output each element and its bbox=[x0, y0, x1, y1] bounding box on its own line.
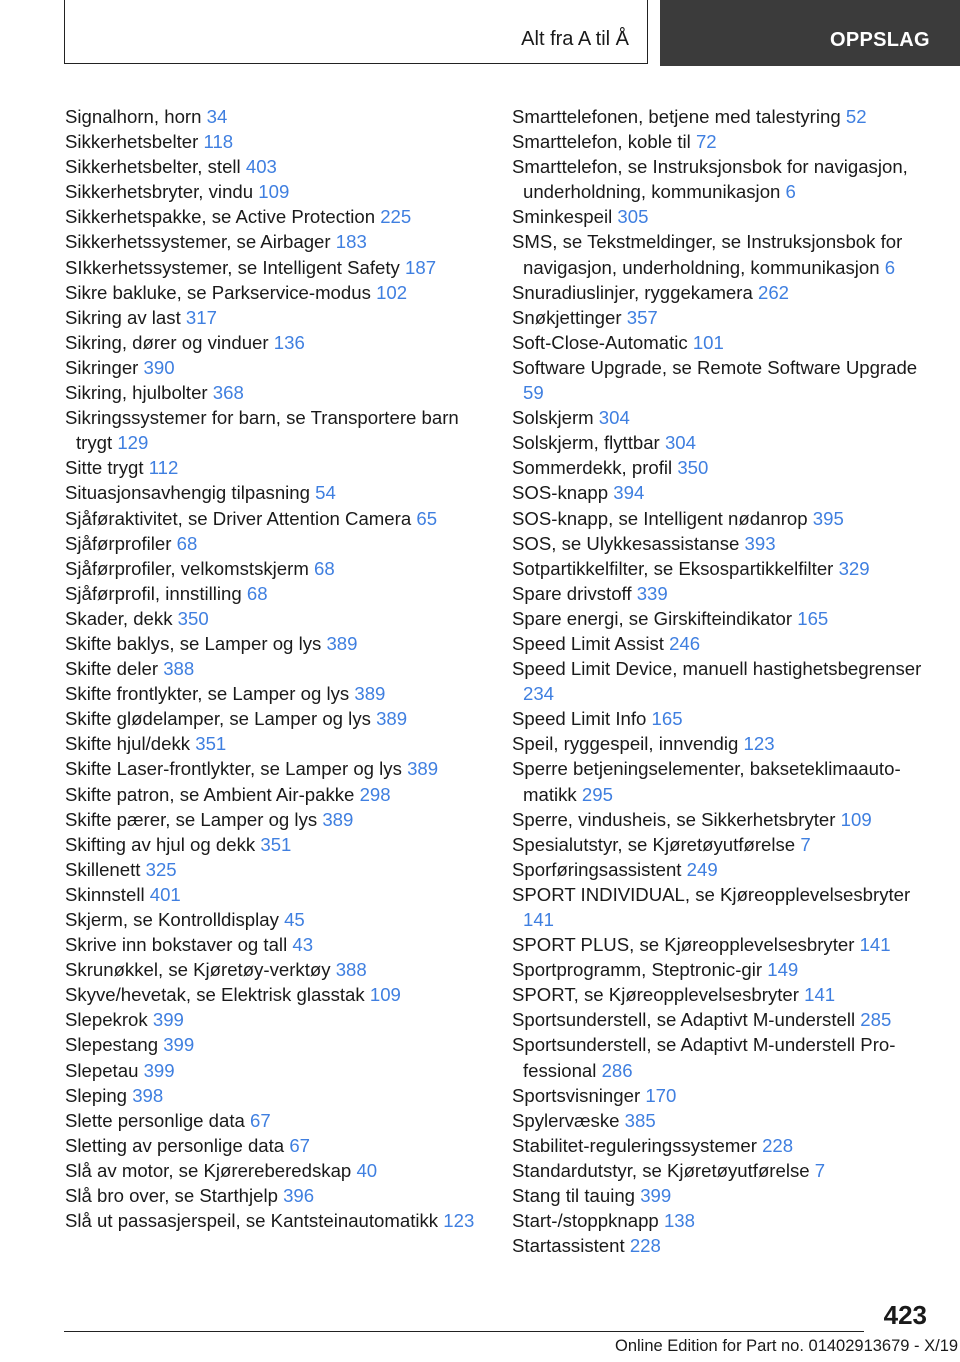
index-entry bbox=[512, 807, 932, 832]
page-link[interactable]: 399 bbox=[143, 1059, 175, 1081]
index-entry bbox=[65, 782, 485, 807]
page-link[interactable]: 249 bbox=[686, 858, 718, 880]
index-term: Solskjerm, flyttbar bbox=[512, 432, 660, 454]
index-term: Sikring av last bbox=[65, 306, 181, 328]
page-link[interactable]: 6 bbox=[884, 256, 896, 278]
index-term: Slepestang bbox=[65, 1034, 159, 1056]
index-entry bbox=[512, 631, 932, 656]
index-entry bbox=[65, 606, 485, 631]
index-term: Snuradiuslinjer, ryggekamera bbox=[512, 281, 753, 303]
page-link[interactable]: 109 bbox=[840, 808, 872, 830]
page-link[interactable]: 329 bbox=[838, 557, 870, 579]
page-link[interactable]: 6 bbox=[785, 181, 796, 203]
index-entry bbox=[512, 405, 932, 430]
index-entry bbox=[65, 455, 485, 480]
page-link[interactable]: 285 bbox=[860, 1009, 892, 1031]
index-term: Sportsunderstell, se Adaptivt M-understell Professional bbox=[512, 1034, 896, 1081]
index-term: Sikringer bbox=[65, 356, 139, 378]
index-term: Sikkerhetsbelter bbox=[65, 131, 199, 153]
index-entry bbox=[512, 430, 932, 455]
index-term: SPORT INDIVIDUAL, se Kjøreopplevelsesbryter bbox=[512, 883, 911, 905]
page-link[interactable]: 395 bbox=[812, 507, 844, 529]
index-entry bbox=[512, 455, 932, 480]
index-entry bbox=[65, 255, 485, 280]
index-entry bbox=[512, 1183, 932, 1208]
index-term: Sikre bakluke, se Parkservice-modus bbox=[65, 281, 371, 303]
index-term: Skifte patron, se Ambient Air-pakke bbox=[65, 783, 355, 805]
chapter-tab[interactable]: OPPSLAG bbox=[660, 0, 960, 66]
index-entry bbox=[65, 179, 485, 204]
index-entry bbox=[65, 1083, 485, 1108]
index-entry bbox=[65, 280, 485, 305]
page-link[interactable]: 141 bbox=[804, 984, 836, 1006]
index-entry bbox=[65, 932, 485, 957]
page-link[interactable]: 286 bbox=[601, 1059, 633, 1081]
index-term: Skifte baklys, se Lamper og lys bbox=[65, 632, 322, 654]
index-term: Skyve/hevetak, se Elektrisk glasstak bbox=[65, 984, 365, 1006]
index-term: Sjåføraktivitet, se Driver Attention Camera bbox=[65, 507, 412, 529]
index-term: SIkkerhetssystemer, se Intelligent Safety bbox=[65, 256, 400, 278]
page-link[interactable]: 123 bbox=[743, 733, 775, 755]
page-link[interactable]: 350 bbox=[677, 457, 709, 479]
page-link[interactable]: 398 bbox=[132, 1084, 164, 1106]
index-entry bbox=[512, 280, 932, 305]
page-link[interactable]: 109 bbox=[258, 181, 290, 203]
index-entry bbox=[65, 380, 485, 405]
index-term: Sletting av personlige data bbox=[65, 1134, 285, 1156]
index-entry bbox=[65, 832, 485, 857]
index-term: Stabilitet-reguleringssystemer bbox=[512, 1134, 757, 1156]
index-term: Sportsunderstell, se Adaptivt M-understell bbox=[512, 1009, 856, 1031]
index-term: Skifte pærer, se Lamper og lys bbox=[65, 808, 318, 830]
edition-footer: Online Edition for Part no. 01402913679 - X/19 bbox=[615, 1337, 959, 1355]
page-link[interactable]: 351 bbox=[195, 733, 227, 755]
page-link[interactable]: 112 bbox=[148, 457, 179, 479]
footer-divider bbox=[64, 1331, 864, 1332]
index-term: Start-/stoppknapp bbox=[512, 1210, 659, 1232]
page-link[interactable]: 305 bbox=[617, 206, 649, 228]
index-entry bbox=[65, 405, 485, 455]
index-entry bbox=[512, 706, 932, 731]
index-entry bbox=[512, 355, 932, 405]
index-term: SMS, se Tekstmeldinger, se Instruksjonsbok for navigasjon, underholdning, kommunikasjon bbox=[512, 231, 903, 278]
index-term: SPORT, se Kjøreopplevelsesbryter bbox=[512, 984, 799, 1006]
index-entry bbox=[65, 104, 485, 129]
index-term: Sitte trygt bbox=[65, 457, 144, 479]
index-entry bbox=[65, 154, 485, 179]
index-term: SOS-knapp bbox=[512, 482, 609, 504]
index-term: Solskjerm bbox=[512, 407, 594, 429]
index-term: Sjåførprofil, innstilling bbox=[65, 582, 242, 604]
index-entry bbox=[512, 982, 932, 1007]
index-entry bbox=[65, 756, 485, 781]
index-term: Smarttelefonen, betjene med talestyring bbox=[512, 106, 841, 127]
index-entry bbox=[65, 681, 485, 706]
page-link[interactable]: 389 bbox=[322, 808, 354, 830]
index-term: SPORT PLUS, se Kjøreopplevelsesbryter bbox=[512, 934, 855, 956]
index-term: Skifting av hjul og dekk bbox=[65, 833, 256, 855]
index-entry bbox=[512, 480, 932, 505]
page-link[interactable]: 187 bbox=[405, 256, 437, 278]
index-term: Skrunøkkel, se Kjøretøy-verktøy bbox=[65, 959, 331, 981]
index-entry bbox=[512, 129, 932, 154]
page-link[interactable]: 65 bbox=[416, 507, 438, 529]
page-link[interactable]: 225 bbox=[380, 206, 412, 228]
index-entry bbox=[65, 706, 485, 731]
page-link[interactable]: 68 bbox=[176, 532, 198, 554]
index-entry bbox=[65, 506, 485, 531]
index-term: Skillenett bbox=[65, 858, 141, 880]
index-term: Sportsvisninger bbox=[512, 1084, 641, 1106]
page-link[interactable]: 170 bbox=[645, 1084, 677, 1106]
index-entry bbox=[512, 606, 932, 631]
index-entry bbox=[65, 355, 485, 380]
page-link[interactable]: 68 bbox=[314, 557, 335, 579]
index-term: SOS-knapp, se Intelligent nødanrop bbox=[512, 507, 808, 529]
page-link[interactable]: 67 bbox=[250, 1109, 271, 1131]
index-entry bbox=[512, 857, 932, 882]
page-link[interactable]: 7 bbox=[800, 833, 811, 855]
page-link[interactable]: 399 bbox=[152, 1009, 184, 1031]
page-link[interactable]: 393 bbox=[744, 532, 776, 554]
index-entry bbox=[65, 556, 485, 581]
index-entry bbox=[512, 531, 932, 556]
page-link[interactable]: 7 bbox=[814, 1159, 826, 1181]
index-entry bbox=[65, 731, 485, 756]
index-term: Sleping bbox=[65, 1084, 128, 1106]
index-entry bbox=[512, 1208, 932, 1233]
index-term: Sminkespeil bbox=[512, 206, 613, 228]
index-term: Situasjonsavhengig tilpasning bbox=[65, 482, 310, 504]
page-link[interactable]: 304 bbox=[664, 432, 696, 454]
page-link[interactable]: 389 bbox=[354, 683, 386, 705]
page-link[interactable]: 59 bbox=[523, 382, 544, 404]
index-entry bbox=[65, 480, 485, 505]
page-link[interactable]: 129 bbox=[117, 432, 149, 454]
index-term: Smarttelefon, koble til bbox=[512, 131, 691, 153]
page-link[interactable]: 317 bbox=[185, 306, 217, 328]
page-link[interactable]: 388 bbox=[163, 658, 195, 680]
index-term: Sikkerhetspakke, se Active Protection bbox=[65, 206, 376, 228]
index-term: Startassistent bbox=[512, 1235, 625, 1257]
index-term: Slette personlige data bbox=[65, 1109, 245, 1131]
page-link[interactable]: 102 bbox=[376, 281, 408, 303]
index-entry bbox=[512, 1007, 932, 1032]
page-link[interactable]: 138 bbox=[663, 1210, 695, 1232]
index-term: Sikring, dører og vinduer bbox=[65, 331, 269, 353]
page-link[interactable]: 298 bbox=[359, 783, 391, 805]
page-link[interactable]: 351 bbox=[260, 833, 292, 855]
page-link[interactable]: 262 bbox=[757, 281, 790, 303]
page-link[interactable]: 149 bbox=[767, 959, 799, 981]
index-entry bbox=[512, 656, 932, 706]
page-link[interactable]: 68 bbox=[246, 582, 268, 604]
page-link[interactable]: 357 bbox=[626, 306, 658, 328]
index-entry bbox=[512, 330, 932, 355]
page-link[interactable]: 385 bbox=[624, 1109, 656, 1131]
index-entry bbox=[65, 581, 485, 606]
index-term: Spylervæske bbox=[512, 1109, 620, 1131]
index-entry bbox=[512, 1032, 932, 1082]
index-term: SOS, se Ulykkesassistanse bbox=[512, 532, 740, 554]
index-term: Skader, dekk bbox=[65, 607, 173, 629]
index-entry bbox=[65, 907, 485, 932]
index-term: Skifte glødelamper, se Lamper og lys bbox=[65, 708, 371, 730]
index-term: Speed Limit Assist bbox=[512, 632, 664, 654]
index-term: Sperre betjeningselementer, bakseteklimaautomatikk bbox=[512, 758, 901, 805]
page-link[interactable]: 67 bbox=[289, 1134, 310, 1156]
index-entry bbox=[512, 229, 932, 279]
page-link[interactable]: 399 bbox=[640, 1185, 672, 1207]
index-entry bbox=[65, 305, 485, 330]
index-term: Sperre, vindusheis, se Sikkerhetsbryter bbox=[512, 808, 836, 830]
index-entry bbox=[65, 1058, 485, 1083]
index-entry bbox=[512, 1133, 932, 1158]
page-link[interactable]: 388 bbox=[335, 959, 367, 981]
page-link[interactable]: 394 bbox=[613, 482, 645, 504]
index-term: Sportprogramm, Steptronic-gir bbox=[512, 959, 763, 981]
index-term: Skifte deler bbox=[65, 658, 159, 680]
page-link[interactable]: 304 bbox=[598, 407, 630, 429]
page-link[interactable]: 295 bbox=[581, 783, 613, 805]
page-link[interactable]: 228 bbox=[762, 1134, 794, 1156]
section-title: Alt fra A til Å bbox=[521, 28, 629, 50]
index-entry bbox=[65, 882, 485, 907]
index-entry bbox=[512, 756, 932, 806]
index-term: Skifte hjul/dekk bbox=[65, 733, 191, 755]
index-entry bbox=[512, 932, 932, 957]
index-term: Skifte Laser-frontlykter, se Lamper og lys bbox=[65, 758, 402, 780]
index-entry bbox=[512, 882, 932, 932]
index-term: Slepekrok bbox=[65, 1009, 148, 1031]
index-term: Sommerdekk, profil bbox=[512, 457, 673, 479]
page-link[interactable]: 389 bbox=[376, 708, 408, 730]
index-entry bbox=[65, 982, 485, 1007]
index-entry bbox=[65, 1108, 485, 1133]
index-entry bbox=[512, 204, 932, 229]
index-term: Sjåførprofiler, velkomstskjerm bbox=[65, 557, 309, 579]
index-term: Slå bro over, se Starthjelp bbox=[65, 1185, 278, 1207]
index-column-left bbox=[65, 104, 485, 1233]
page-link[interactable]: 389 bbox=[326, 632, 358, 654]
index-entry bbox=[512, 957, 932, 982]
page-link[interactable]: 403 bbox=[245, 156, 277, 178]
page-link[interactable]: 183 bbox=[335, 231, 367, 253]
index-entry bbox=[512, 104, 932, 129]
index-term: Software Upgrade, se Remote Software Upgrade bbox=[512, 356, 918, 378]
index-entry bbox=[65, 656, 485, 681]
index-term: Skifte frontlykter, se Lamper og lys bbox=[65, 683, 350, 705]
page-link[interactable]: 45 bbox=[284, 909, 305, 930]
page-link[interactable]: 339 bbox=[636, 582, 668, 604]
page-link[interactable]: 43 bbox=[292, 934, 314, 956]
index-term: Smarttelefon, se Instruksjonsbok for navigasjon, underholdning, kommunikasjon bbox=[512, 156, 908, 203]
page-link[interactable]: 228 bbox=[629, 1235, 661, 1257]
index-entry bbox=[65, 1158, 485, 1183]
page-link[interactable]: 141 bbox=[523, 909, 555, 930]
index-entry bbox=[65, 1133, 485, 1158]
index-entry bbox=[512, 305, 932, 330]
index-term: Sjåførprofiler bbox=[65, 532, 172, 554]
index-entry bbox=[65, 129, 485, 154]
index-term: Speed Limit Info bbox=[512, 708, 647, 730]
index-entry bbox=[65, 330, 485, 355]
index-term: Standardutstyr, se Kjøretøyutførelse bbox=[512, 1159, 810, 1181]
index-term: Slå av motor, se Kjørereberedskap bbox=[65, 1159, 352, 1181]
index-entry bbox=[65, 631, 485, 656]
index-entry bbox=[65, 1032, 485, 1057]
index-entry bbox=[65, 204, 485, 229]
page-link[interactable]: 34 bbox=[206, 106, 228, 127]
index-entry bbox=[512, 1083, 932, 1108]
page-link[interactable]: 396 bbox=[283, 1185, 315, 1207]
page-number: 423 bbox=[883, 1300, 927, 1330]
index-entry bbox=[65, 1007, 485, 1032]
index-term: Skrive inn bokstaver og tall bbox=[65, 934, 288, 956]
index-term: Skinnstell bbox=[65, 883, 145, 905]
index-term: Spare energi, se Girskifteindikator bbox=[512, 607, 793, 629]
page-link[interactable]: 368 bbox=[212, 382, 244, 404]
index-column-right bbox=[512, 104, 932, 1258]
page-link[interactable]: 118 bbox=[203, 131, 234, 153]
index-entry bbox=[65, 1183, 485, 1208]
page-link[interactable]: 123 bbox=[443, 1210, 475, 1232]
index-entry bbox=[512, 1158, 932, 1183]
index-term: Slå ut passasjerspeil, se Kantsteinautomatikk bbox=[65, 1210, 439, 1232]
header-section-box bbox=[64, 0, 648, 64]
page-link[interactable]: 390 bbox=[143, 356, 175, 378]
index-term: Snøkjettinger bbox=[512, 306, 622, 328]
page-link[interactable]: 389 bbox=[407, 758, 439, 780]
page-link[interactable]: 40 bbox=[356, 1159, 378, 1181]
index-entry bbox=[512, 154, 932, 204]
index-term: Sotpartikkelfilter, se Eksospartikkelfilter bbox=[512, 557, 834, 579]
index-term: Spare drivstoff bbox=[512, 582, 632, 604]
index-term: Sikkerhetssystemer, se Airbager bbox=[65, 231, 331, 253]
index-term: Signalhorn, horn bbox=[65, 106, 202, 127]
index-term: Sporføringsassistent bbox=[512, 858, 682, 880]
index-term: Sikringssystemer for barn, se Transportere barn trygt bbox=[65, 407, 459, 454]
index-term: Spesialutstyr, se Kjøretøyutførelse bbox=[512, 833, 796, 855]
index-entry bbox=[512, 556, 932, 581]
index-entry bbox=[65, 857, 485, 882]
page-link[interactable]: 52 bbox=[845, 106, 867, 127]
page-link[interactable]: 325 bbox=[145, 858, 177, 880]
index-term: Soft-Close-Automatic bbox=[512, 331, 688, 353]
index-term: Sikring, hjulbolter bbox=[65, 382, 208, 404]
page-link[interactable]: 165 bbox=[651, 708, 683, 730]
page-link[interactable]: 141 bbox=[859, 934, 891, 956]
page-link[interactable]: 350 bbox=[177, 607, 209, 629]
index-entry bbox=[512, 832, 932, 857]
index-term: Skjerm, se Kontrolldisplay bbox=[65, 909, 279, 930]
page-link[interactable]: 399 bbox=[163, 1034, 195, 1056]
index-entry bbox=[512, 731, 932, 756]
index-term: Speed Limit Device, manuell hastighetsbegrenser bbox=[512, 658, 922, 680]
index-entry bbox=[65, 807, 485, 832]
index-term: Stang til tauing bbox=[512, 1185, 636, 1207]
index-term: Sikkerhetsbryter, vindu bbox=[65, 181, 254, 203]
index-entry bbox=[65, 1208, 485, 1233]
index-entry bbox=[65, 957, 485, 982]
page-link[interactable]: 72 bbox=[695, 131, 717, 153]
page-link[interactable]: 54 bbox=[315, 482, 336, 504]
index-term: Sikkerhetsbelter, stell bbox=[65, 156, 241, 178]
page-link[interactable]: 101 bbox=[692, 331, 724, 353]
index-entry bbox=[512, 506, 932, 531]
page-link[interactable]: 136 bbox=[273, 331, 305, 353]
page-link[interactable]: 246 bbox=[669, 632, 701, 654]
index-entry bbox=[512, 1233, 932, 1258]
page-link[interactable]: 165 bbox=[797, 607, 829, 629]
index-entry bbox=[65, 229, 485, 254]
page-link[interactable]: 401 bbox=[149, 883, 181, 905]
page-link[interactable]: 234 bbox=[523, 683, 555, 705]
index-entry bbox=[512, 581, 932, 606]
index-entry bbox=[65, 531, 485, 556]
index-term: Slepetau bbox=[65, 1059, 139, 1081]
index-term: Speil, ryggespeil, innvendig bbox=[512, 733, 739, 755]
index-entry bbox=[512, 1108, 932, 1133]
page-link[interactable]: 109 bbox=[369, 984, 401, 1006]
